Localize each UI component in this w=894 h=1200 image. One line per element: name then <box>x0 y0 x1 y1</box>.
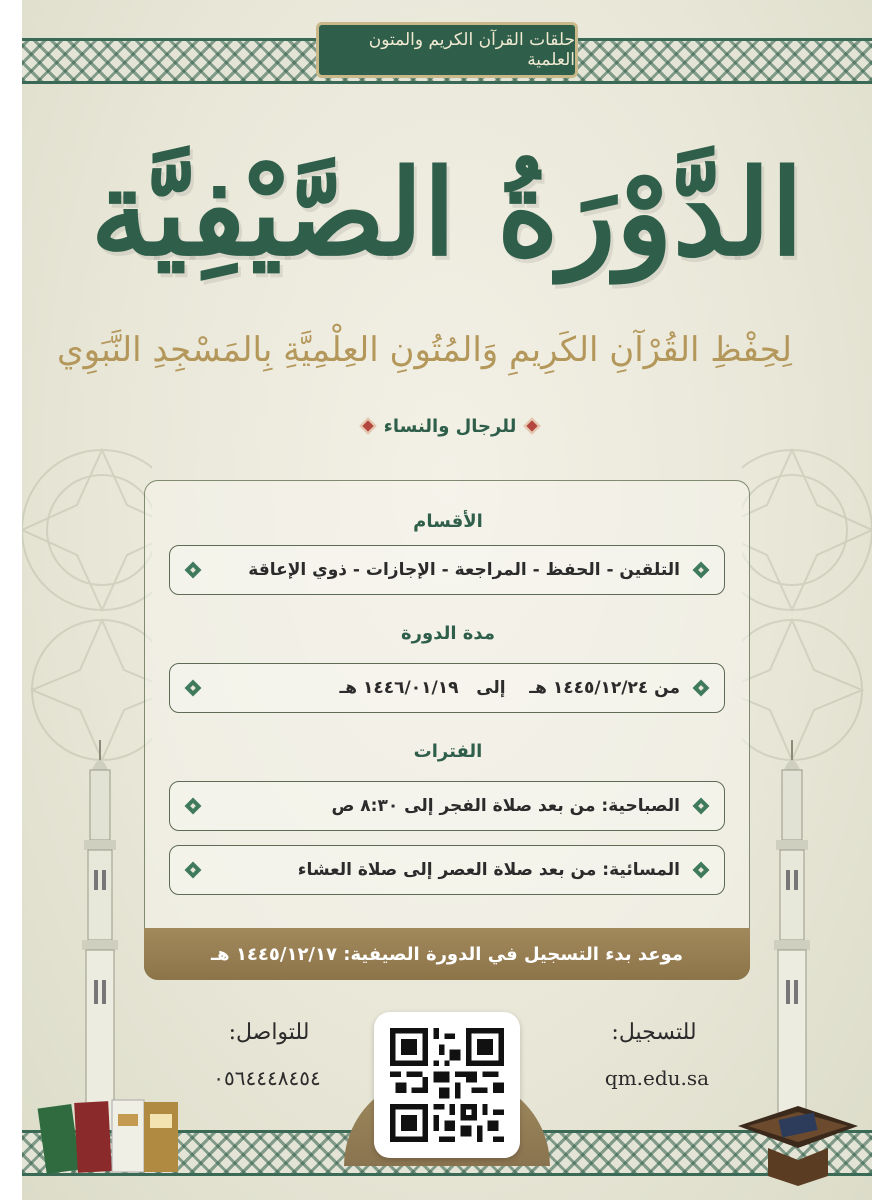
divisions-text: التلقين - الحفظ - المراجعة - الإجازات - ذوي الإعاقة <box>248 560 680 580</box>
diamond-ornament-icon <box>359 418 376 435</box>
diamond-ornament-icon <box>694 863 708 877</box>
diamond-ornament-icon <box>186 799 200 813</box>
header-badge: حلقات القرآن الكريم والمتون العلمية <box>316 22 578 78</box>
quran-stand-illustration <box>728 1086 868 1186</box>
duration-text: من ١٤٤٥/١٢/٢٤ هـ إلى ١٤٤٦/٠١/١٩ هـ <box>339 678 680 698</box>
subtitle: لِحِفْظِ القُرْآنِ الكَرِيمِ وَالمُتُونِ العِلْمِيَّةِ بِالمَسْجِدِ النَّبَوِي <box>57 330 792 370</box>
evening-period-text: المسائية: من بعد صلاة العصر إلى صلاة العشاء <box>297 860 680 880</box>
right-margin <box>872 0 894 1200</box>
evening-period-pill <box>169 845 725 895</box>
duration-heading: مدة الدورة <box>401 623 495 644</box>
divisions-pill <box>169 545 725 595</box>
divisions-heading: الأقسام <box>413 511 483 532</box>
poster <box>22 0 872 1200</box>
registration-date-bar: موعد بدء التسجيل في الدورة الصيفية: ١٤٤٥/١٢/١٧ هـ <box>144 928 750 980</box>
diamond-ornament-icon <box>186 563 200 577</box>
diamond-ornament-icon <box>186 863 200 877</box>
audience-label: للرجال والنساء <box>383 415 517 437</box>
register-website-link[interactable]: qm.edu.sa <box>604 1066 710 1090</box>
audience-line <box>322 408 578 444</box>
morning-period-pill <box>169 781 725 831</box>
minaret-right-illustration <box>770 740 814 1140</box>
diamond-ornament-icon <box>694 563 708 577</box>
minaret-left-illustration <box>78 740 122 1140</box>
register-label: للتسجيل: <box>611 1020 697 1045</box>
periods-heading: الفترات <box>413 741 483 762</box>
diamond-ornament-icon <box>186 681 200 695</box>
decorative-pattern-right <box>742 420 872 780</box>
decorative-pattern-left <box>22 420 152 780</box>
left-margin <box>0 0 22 1200</box>
qr-code[interactable] <box>374 1012 520 1158</box>
qr-code-icon <box>390 1028 504 1142</box>
diamond-ornament-icon <box>694 681 708 695</box>
duration-pill <box>169 663 725 713</box>
main-title: الدَّوْرَةُ الصَّيْفِيَّة <box>90 143 804 282</box>
contact-phone[interactable]: ٠٥٦٤٤٤٨٤٥٤ <box>213 1066 321 1090</box>
books-illustration <box>36 1088 186 1180</box>
diamond-ornament-icon <box>694 799 708 813</box>
contact-label: للتواصل: <box>228 1020 310 1045</box>
morning-period-text: الصباحية: من بعد صلاة الفجر إلى ٨:٣٠ ص <box>331 796 680 816</box>
diamond-ornament-icon <box>524 418 541 435</box>
info-box <box>144 480 750 980</box>
